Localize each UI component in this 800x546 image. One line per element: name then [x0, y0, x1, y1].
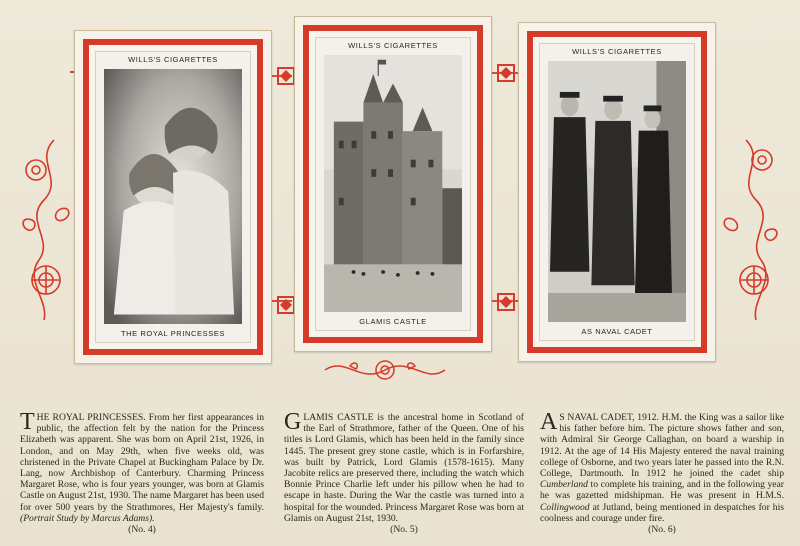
column-body: HE ROYAL PRINCESSES. From her first appearances in public, the affection felt by the nation for the Princess Elizabeth was apparent. She was born on April 21st, 1926, in London, and on May 29th, when five weeks old, was christened in the Private Chapel at Buckingham Palace by Dr. Lang, now Archbishop of Canterbury. Charming Princess Margaret Rose, who is four years younger, was born at Glamis Castle on August 21st, 1930. The name Margaret has been used for over 500 years by the Strathmores, Her Majesty's family. — [20, 412, 264, 513]
dropcap: A — [540, 409, 558, 435]
column-body-a: S NAVAL CADET, 1912. H.M. the King was a sailor like his father before him. The picture shows father and son, with Admiral Sir George Callaghan, on board a warship in 1912. At the age of 14 His Majesty entered the naval training college of Osborne, and two years later he passed into the R.N. College, Dartmouth. In 1912 he joined the cadet ship — [540, 412, 784, 480]
column-body: LAMIS CASTLE is the ancestral home in Scotland of the Earl of Strathmore, father of the Queen. One of his titles is Lord Glamis, which has been held in the family since 1445. The present grey stone castle, which is in Forfarshire, was built by Patrick, Lord Glamis (1578-1615). Many Jacobite relics are preserved there, including the watch which Bonnie Prince Charlie left under his pillow when he had to escape in haste. During the War the castle was turned into a hospital for the wounded. Princess Margaret Rose was born at Glamis on August 21st, 1930. — [284, 412, 524, 524]
card-number: (No. 5) — [390, 524, 418, 536]
dropcap: G — [284, 409, 302, 435]
card-number: (No. 4) — [128, 524, 156, 536]
card-caption: GLAMIS CASTLE — [359, 317, 427, 326]
card-red-frame — [303, 25, 483, 343]
card-red-frame — [83, 39, 263, 355]
floral-ornament-right — [720, 130, 786, 330]
card-brand: WILLS'S CIGARETTES — [572, 47, 662, 56]
column-body-b: to complete his training, and in the following year he was gazetted midshipman. He was present in H.M.S. — [540, 479, 784, 502]
square-ornament-bl — [276, 295, 296, 315]
square-ornament-left — [276, 66, 296, 86]
photo-royal-princesses — [104, 69, 242, 324]
card-caption: AS NAVAL CADET — [581, 327, 653, 336]
dropcap: T — [20, 409, 35, 435]
card-inner — [539, 43, 695, 341]
card-inner — [95, 51, 251, 343]
photo-naval-cadet — [548, 61, 686, 322]
portrait-credit: (Portrait Study by Marcus Adams). — [20, 512, 155, 524]
card-brand: WILLS'S CIGARETTES — [128, 55, 218, 64]
ship-name-collingwood: Collingwood — [540, 501, 590, 513]
card-royal-princesses — [74, 30, 272, 364]
card-brand: WILLS'S CIGARETTES — [348, 41, 438, 50]
card-inner — [315, 37, 471, 331]
text-column-royal-princesses — [20, 409, 264, 536]
square-ornament-br — [496, 292, 516, 312]
floral-ornament-left — [14, 130, 80, 330]
text-column-glamis-castle — [284, 409, 524, 536]
column-body-c: at Jutland, being mentioned in despatches for his coolness and courage under fire. — [540, 501, 784, 524]
ship-name-cumberland: Cumberland — [540, 479, 588, 491]
card-red-frame — [527, 31, 707, 353]
square-ornament-right — [496, 63, 516, 83]
card-caption: THE ROYAL PRINCESSES — [120, 329, 226, 338]
card-number: (No. 6) — [648, 524, 676, 536]
card-naval-cadet — [518, 22, 716, 362]
floral-ornament-bottom — [320, 352, 450, 388]
card-glamis-castle — [294, 16, 492, 352]
text-column-naval-cadet — [540, 409, 784, 536]
photo-glamis-castle — [324, 55, 462, 312]
